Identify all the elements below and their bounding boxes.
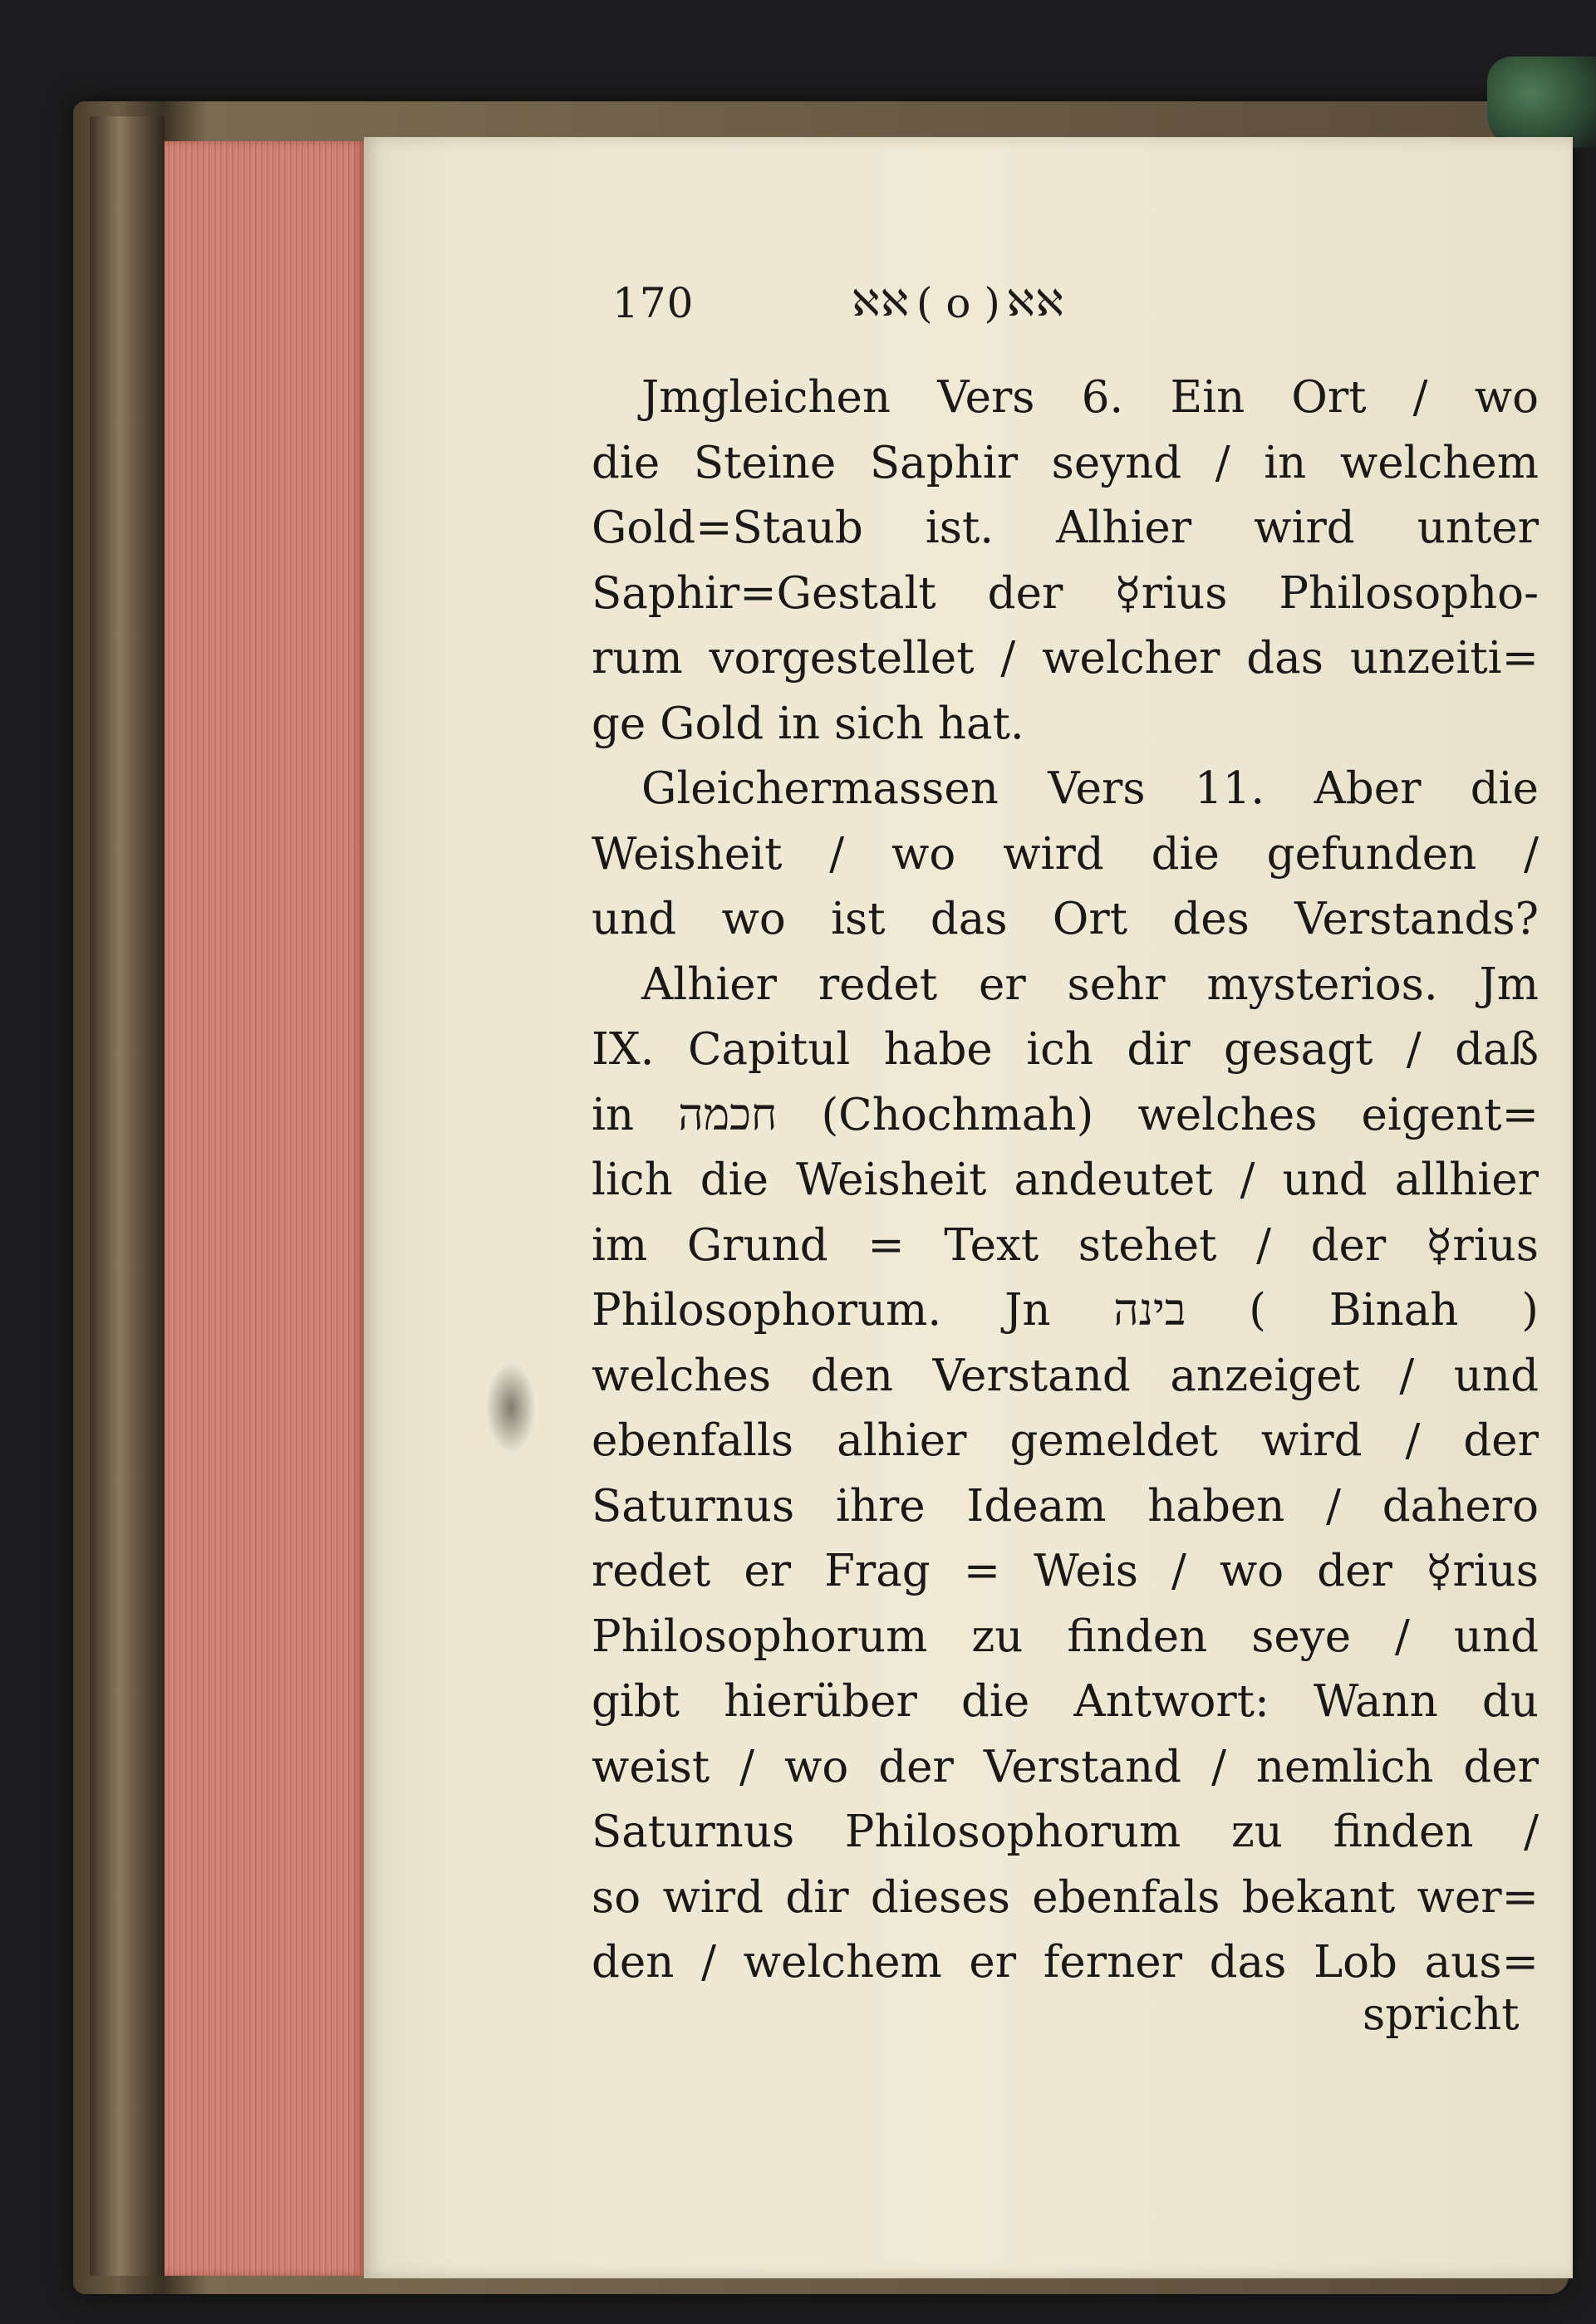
text-line: IX. Capitul habe ich dir gesagt / daß: [592, 1024, 1539, 1075]
text-line: so wird dir dieses ebenfals bekant wer=: [592, 1871, 1539, 1923]
text-line: Saturnus ihre Ideam haben / dahero: [592, 1480, 1539, 1532]
text-line: rum vorgestellet / welcher das unzeiti=: [592, 633, 1539, 684]
text-line: Alhier redet er sehr mysterios. Jm: [641, 959, 1539, 1010]
catchword: spricht: [1363, 1989, 1520, 2040]
bookmark-ribbon: [1487, 56, 1596, 148]
text-line: Saphir=Gestalt der ☿rius Philosopho-: [592, 567, 1539, 619]
text-line: und wo ist das Ort des Verstands?: [592, 894, 1539, 944]
text-line: die Steine Saphir seynd / in welchem: [592, 437, 1539, 488]
text-line: Philosophorum zu finden seye / und: [592, 1611, 1539, 1662]
text-line: den / welchem er ferner das Lob aus=: [592, 1937, 1539, 1988]
text-line: Gold=Staub ist. Alhier wird unter: [592, 503, 1539, 553]
text-line: gibt hierüber die Antwort: Wann du: [592, 1676, 1539, 1727]
text-line: Jmgleichen Vers 6. Ein Ort / wo: [641, 372, 1539, 423]
page-number: 170: [612, 279, 695, 327]
ornament-left-icon: ℵℵ: [852, 282, 911, 325]
text-line: redet er Frag = Weis / wo der ☿rius: [592, 1546, 1539, 1596]
text-line: weist / wo der Verstand / nemlich der: [592, 1741, 1539, 1792]
page-header: [612, 270, 1360, 336]
page-edges: [165, 141, 364, 2276]
text-line: lich die Weisheit andeutet / und allhier: [592, 1155, 1539, 1205]
text-line: ge Gold in sich hat.: [592, 698, 1024, 749]
text-line: im Grund = Text stehet / der ☿rius: [592, 1219, 1539, 1271]
body-text: [592, 365, 1539, 1996]
ink-stain: [486, 1362, 536, 1454]
text-line: Saturnus Philosophorum zu finden /: [592, 1807, 1539, 1857]
text-line: Philosophorum. Jn בינה ( Binah ): [592, 1285, 1539, 1336]
book-spine: [90, 116, 165, 2276]
text-line: welches den Verstand anzeiget / und: [592, 1350, 1539, 1401]
text-line: Weisheit / wo wird die gefunden /: [592, 828, 1539, 880]
header-ornament: [852, 279, 1064, 327]
text-line: ebenfalls alhier gemeldet wird / der: [592, 1415, 1539, 1466]
text-line: Gleichermassen Vers 11. Aber die: [641, 763, 1539, 814]
ornament-right-icon: ℵℵ: [1006, 282, 1065, 325]
header-center: ( o ): [916, 279, 1000, 327]
text-line: in חכמה (Chochmah) welches eigent=: [592, 1089, 1539, 1140]
